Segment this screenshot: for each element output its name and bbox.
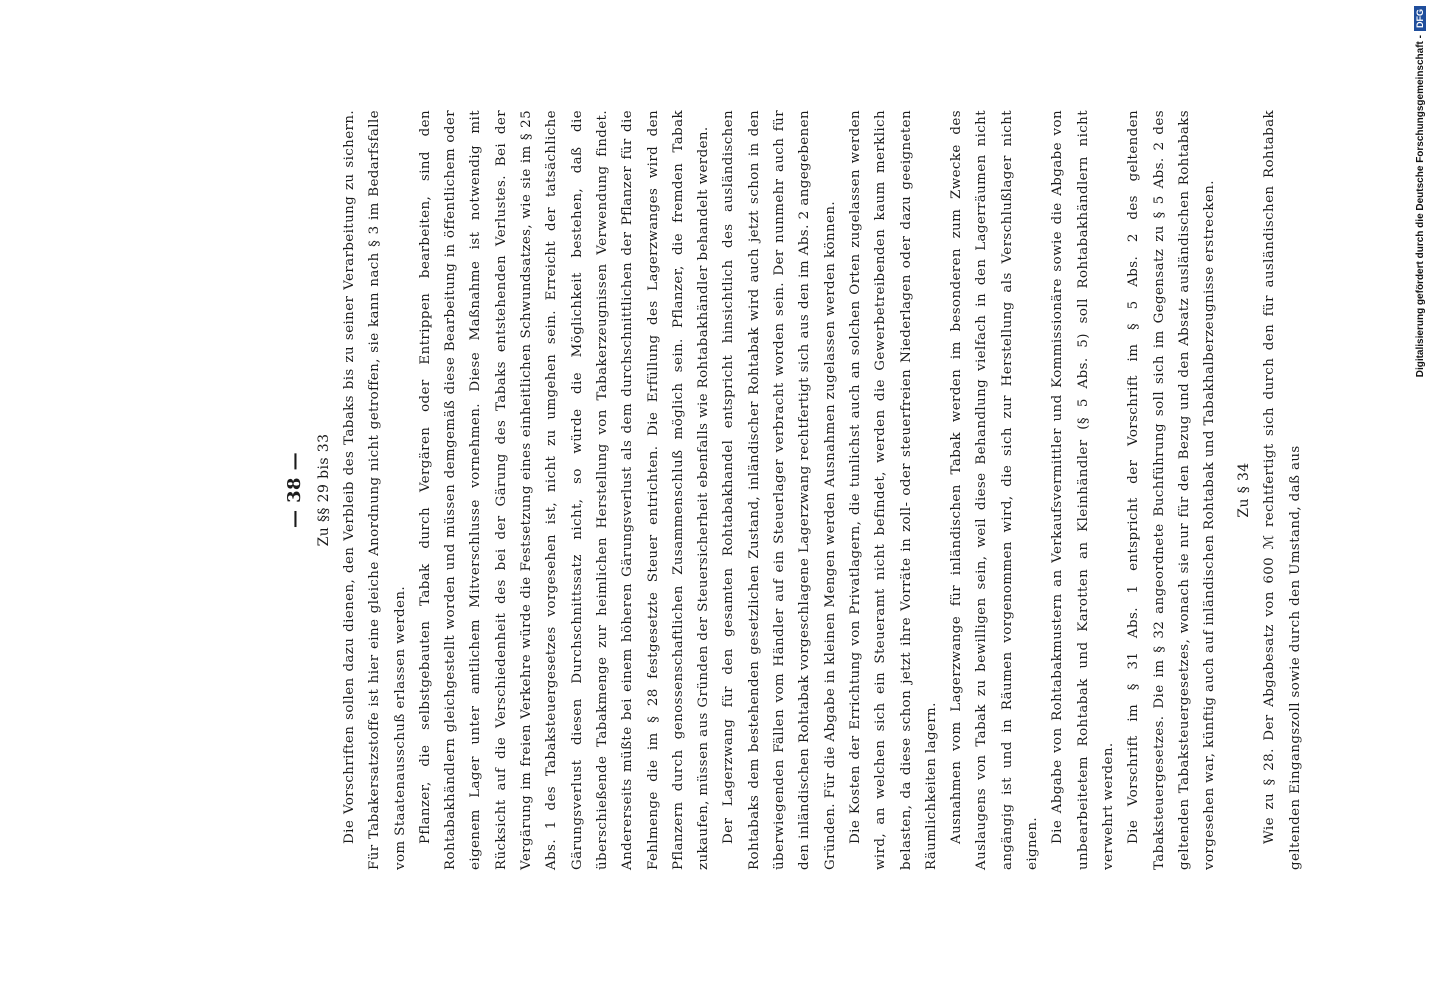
paragraph: Die Kosten der Errichtung von Privatlagern, die tunlichst auch an solchen Orten zugelassen werden wird, an welchen sich ein Steueramt nicht befindet, werden die Gewerbetreibenden kaum merklich belasten, da diese schon jetzt ihre Vorräte in zoll- oder steuerfreien Niederlagen oder dazu geeigneten Räumlichkeiten lagern. [847,110,939,870]
rotated-text-column [282,110,1422,870]
paragraph: Der Lagerzwang für den gesamten Rohtabakhandel entspricht hinsichtlich des ausländischen Rohtabaks dem bestehenden gesetzlichen Zustand, inländischer Rohtabak wird auch jetzt schon in den überwiegenden Fällen vom Händler auf ein Steuerlager verbracht worden sein. Der nunmehr auch für den inländischen Rohtabak vorgeschlagene Lagerzwang rechtfertigt sich aus den im Abs. 2 angegebenen Gründen. Für die Abgabe in kleinen Mengen werden Ausnahmen zugelassen werden können. [721,110,838,870]
credit-text: Digitalisierung gefördert durch die Deutsche Forschungsgemeinschaft - [1414,35,1426,378]
text-body [282,110,1308,870]
section-heading-34: Zu § 34 [1236,462,1253,518]
page-content [150,110,1303,1000]
dfg-logo: DFG [1414,6,1426,31]
paragraph: Ausnahmen vom Lagerzwange für inländischen Tabak werden im besonderen zum Zwecke des Auslaugens von Tabak zu bewilligen sein, weil diese Behandlung vielfach in den Lagerräumen nicht angängig ist und in Räumen vorgenommen wird, die sich zur Herstellung als Verschlußlager nicht eignen. [949,110,1041,870]
paragraph: Die Vorschriften sollen dazu dienen, den Verbleib des Tabaks bis zu seiner Verarbeitung zu sichern. Für Tabakersatzstoffe ist hier eine gleiche Anordnung nicht getroffen, sie kann nach § 3 im Bedarfsfalle vom Staatenausschuß erlassen werden. [342,110,408,870]
paragraph: Die Vorschrift im § 31 Abs. 1 entspricht der Vorschrift im § 5 Abs. 2 des geltenden Tabaksteuergesetzes. Die im § 32 angeordnete Buchführung soll sich im Gegensatz zu § 5 Abs. 2 des geltenden Tabaksteuergesetzes, wonach sie nur für den Bezug und den Absatz ausländischen Rohtabaks vorgesehen war, künftig auch auf inländischen Rohtabak und Tabakhalberzeugnisse erstrecken. [1126,110,1218,870]
paragraph: Die Abgabe von Rohtabakmustern an Verkaufsvermittler und Kommissionäre sowie die Abgabe von unbearbeitetem Rohtabak und Karotten an Kleinhändler (§ 5 Abs. 5) soll Rohtabakhändlern nicht verwehrt werden. [1050,110,1116,870]
section-heading-29-33: Zu §§ 29 bis 33 [316,433,332,547]
paragraph: Wie zu § 28. Der Abgabesatz von 600 ℳ rechtfertigt sich durch den für ausländischen Rohtabak geltenden Eingangszoll sowie durch den Umstand, daß aus [1262,110,1303,870]
paragraph: Pflanzer, die selbstgebauten Tabak durch Vergären oder Entrippen bearbeiten, sind den Rohtabakhändlern gleichgestellt worden und müssen demgemäß diese Bearbeitung in öffentlichem oder eigenem Lager unter amtlichem Mitverschlusse vornehmen. Diese Maßnahme ist notwendig mit Rücksicht auf die Verschiedenheit des bei der Gärung des Tabaks entstehenden Verlustes. Bei der Vergärung im freien Verkehre würde die Festsetzung eines einheitlichen Schwundsatzes, wie sie im § 25 Abs. 1 des Tabaksteuergesetzes vorgesehen ist, nicht zu umgehen sein. Erreicht der tatsächliche Gärungsverlust diesen Durchschnittssatz nicht, so würde die Möglichkeit bestehen, daß die überschießende Tabakmenge zur heimlichen Herstellung von Tabakerzeugnissen Verwendung findet. Andererseits müßte bei einem höheren Gärungsverlust als dem durchschnittlichen der Pflanzer für die Fehlmenge die im § 28 festgesetzte Steuer entrichten. Die Erfüllung des Lagerzwanges wird den Pflanzern durch genossenschaftlichen Zusammenschluß möglich sein. Pflanzer, die fremden Tabak zukaufen, müssen aus Gründen der Steuersicherheit ebenfalls wie Rohtabakhändler behandelt werden. [417,110,712,870]
digitization-credit [1408,6,1432,396]
page-number: — 38 — [284,452,305,528]
